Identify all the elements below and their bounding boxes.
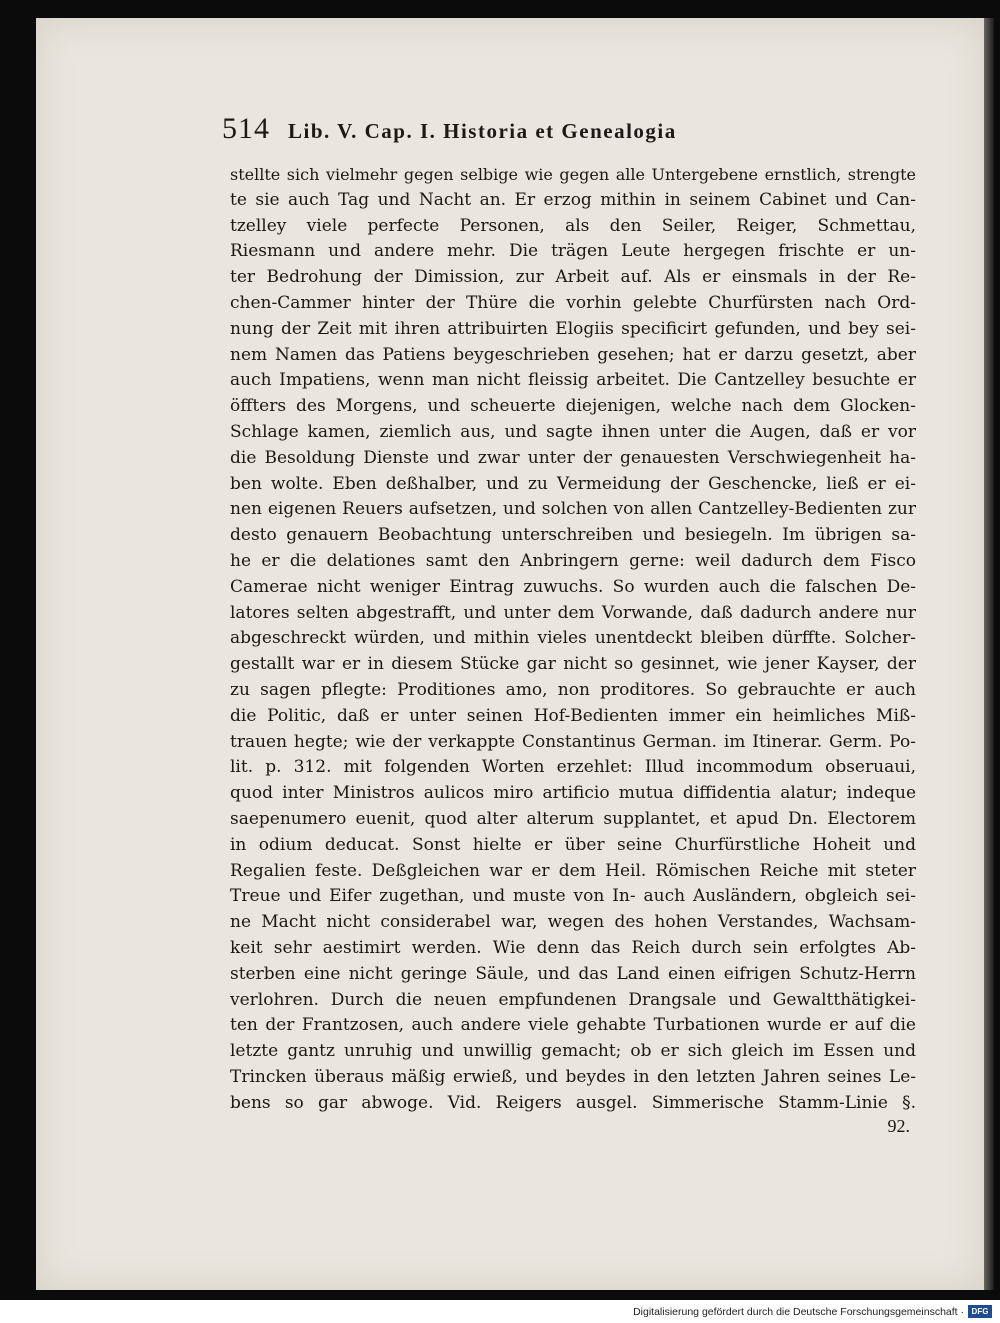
text-line: ter Bedrohung der Dimission, zur Arbeit auf. Als er einsmals in der Re- [230,267,916,288]
text-line: tzelley viele perfecte Personen, als den Seiler, Reiger, Schmettau, [230,215,916,236]
body-text [230,162,916,1116]
text-line: stellte sich vielmehr gegen selbige wie gegen alle Untergebene ernstlich, strengte [230,165,916,184]
text-line: latores selten abgestrafft, und unter dem Vorwande, daß dadurch andere nur [230,602,916,623]
text-line: auch Impatiens, wenn man nicht fleissig arbeitet. Die Cantzelley besuchte er [230,370,916,391]
text-line: trauen hegte; wie der verkappte Constantinus German. im Itinerar. Germ. Po- [230,731,916,752]
running-head [222,112,822,146]
text-line: chen-Cammer hinter der Thüre die vorhin gelebte Churfürsten nach Ord- [230,292,916,313]
text-line: die Besoldung Dienste und zwar unter der genauesten Verschwiegenheit ha- [230,447,916,468]
dfg-logo-icon: DFG [968,1305,992,1318]
text-line: Trincken überaus mäßig erwieß, und beydes in den letzten Jahren seines Le- [230,1066,916,1087]
text-line: letzte gantz unruhig und unwillig gemacht; ob er sich gleich im Essen und [230,1041,916,1062]
text-line: gestallt war er in diesem Stücke gar nicht so gesinnet, wie jener Kayser, der [230,654,916,675]
catchword: 92. [887,1116,910,1136]
text-line: nem Namen das Patiens beygeschrieben gesehen; hat er darzu gesetzt, aber [230,344,916,365]
text-line: abgeschreckt würden, und mithin vieles unentdeckt bleiben dürffte. Solcher- [230,628,916,649]
text-line: saepenumero euenit, quod alter alterum supplantet, et apud Dn. Electorem [230,808,916,829]
text-line: sterben eine nicht geringe Säule, und das Land einen eifrigen Schutz-Herrn [230,963,916,984]
text-line: quod inter Ministros aulicos miro artificio mutua diffidentia alatur; indeque [230,783,916,804]
text-line: zu sagen pflegte: Proditiones amo, non proditores. So gebrauchte er auch [230,679,916,700]
text-line: in odium deducat. Sonst hielte er über seine Churfürstliche Hoheit und [230,834,916,855]
footer-credit: Digitalisierung gefördert durch die Deutsche Forschungsgemeinschaft · [633,1306,964,1318]
text-line: verlohren. Durch die neuen empfundenen Drangsale und Gewaltthätigkei- [230,989,916,1010]
text-line: nen eigenen Reuers aufsetzen, und solchen von allen Cantzelley-Bedienten zur [230,499,916,520]
text-line: Treue und Eifer zugethan, und muste von In- auch Ausländern, obgleich sei- [230,886,916,907]
text-line: öffters des Morgens, und scheuerte diejenigen, welche nach dem Glocken- [230,396,916,417]
text-line: Camerae nicht weniger Eintrag zuwuchs. So wurden auch die falschen De- [230,576,916,597]
page-number: 514 [222,112,270,145]
text-line: ne Macht nicht considerabel war, wegen des hohen Verstandes, Wachsam- [230,912,916,933]
text-line: he er die delationes samt den Anbringern gerne: weil dadurch dem Fisco [230,550,916,571]
text-line: Schlage kamen, ziemlich aus, und sagte ihnen unter die Augen, daß er vor [230,421,916,442]
text-line: ten der Frantzosen, auch andere viele gehabte Turbationen wurde er auf die [230,1015,916,1036]
text-line: nung der Zeit mit ihren attribuirten Elogiis specificirt gefunden, und bey sei- [230,318,916,339]
running-head-title: Lib. V. Cap. I. Historia et Genealogia [288,119,677,143]
text-line: ben wolte. Eben deßhalber, und zu Vermeidung der Geschencke, ließ er ei- [230,473,916,494]
page-edge-shadow [984,18,994,1290]
text-line: bens so gar abwoge. Vid. Reigers ausgel. Simmerische Stamm-Linie §. [230,1092,916,1113]
text-line: Riesmann und andere mehr. Die trägen Leute hergegen frischte er un- [230,241,916,262]
text-line: te sie auch Tag und Nacht an. Er erzog mithin in seinem Cabinet und Can- [230,189,916,210]
text-line: die Politic, daß er unter seinen Hof-Bedienten immer ein heimliches Miß- [230,705,916,726]
text-line: Regalien feste. Deßgleichen war er dem Heil. Römischen Reiche mit steter [230,860,916,881]
text-line: keit sehr aestimirt werden. Wie denn das Reich durch sein erfolgtes Ab- [230,937,916,958]
text-line: lit. p. 312. mit folgenden Worten erzehlet: Illud incommodum obseruaui, [230,757,916,778]
text-line: desto genauern Beobachtung unterschreiben und besiegeln. Im übrigen sa- [230,525,916,546]
